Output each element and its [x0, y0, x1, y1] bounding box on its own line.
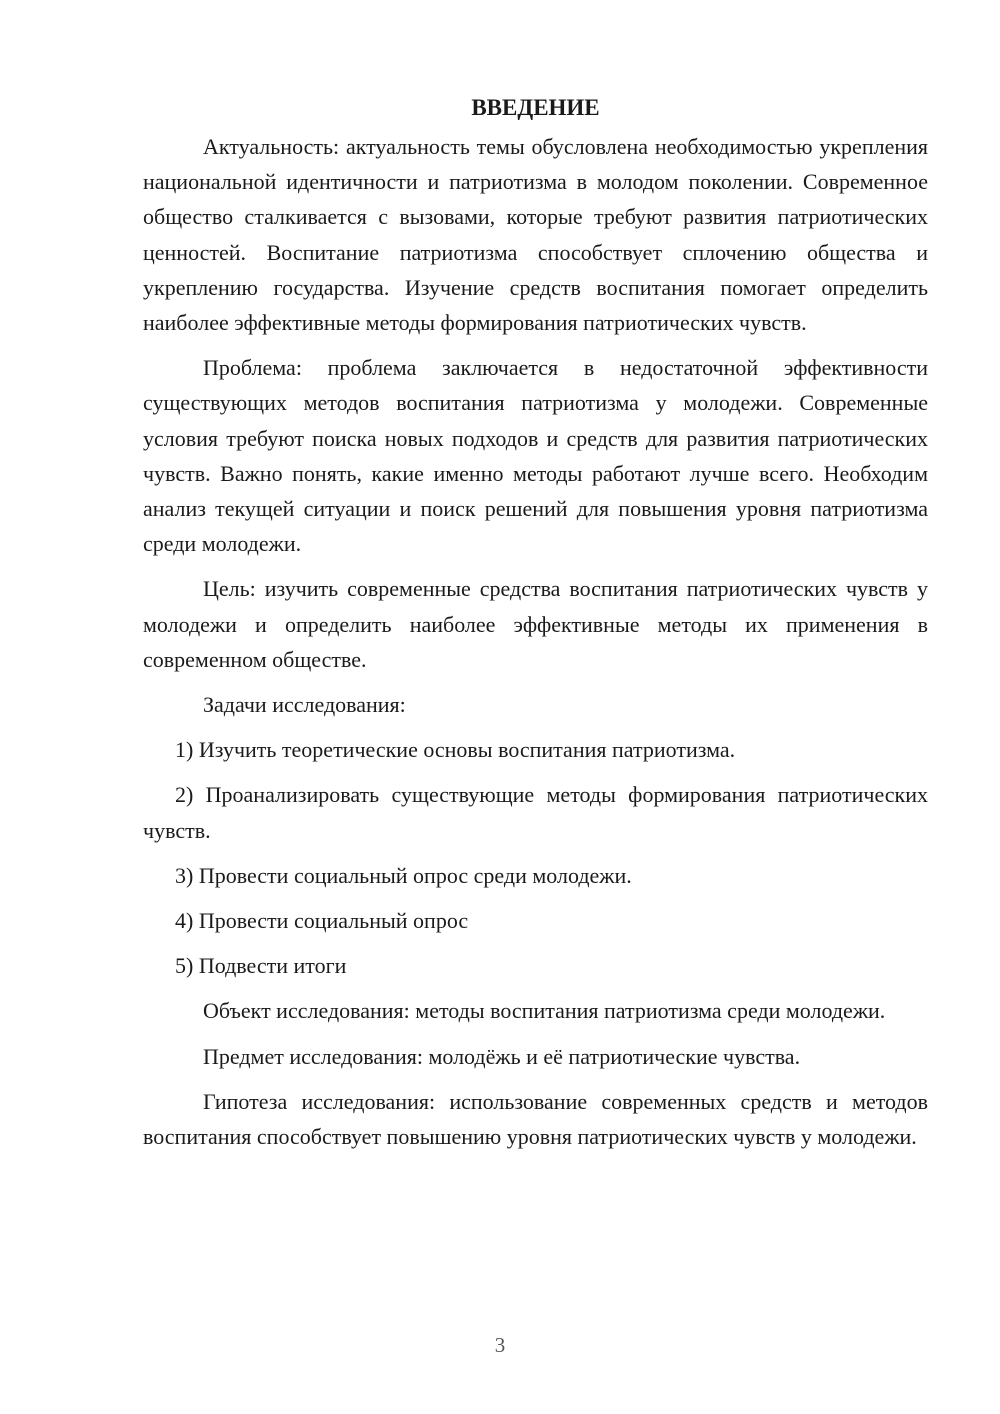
- task-item-3: 3) Провести социальный опрос среди молодежи.: [175, 862, 632, 888]
- paragraph-goal: Цель: изучить современные средства воспитания патриотических чувств у молодежи и определить наиболее эффективные методы их применения в современном обществе.: [143, 576, 928, 672]
- section-title: ВВЕДЕНИЕ: [471, 95, 600, 120]
- page-number: 3: [494, 1333, 506, 1357]
- paragraph-tasks-heading: Задачи исследования:: [203, 692, 406, 718]
- paragraph-subject: Предмет исследования: молодёжь и её патриотические чувства.: [203, 1043, 801, 1069]
- task-item-2: 2) Проанализировать существующие методы формирования патриотических чувств.: [143, 782, 928, 843]
- task-item-5: 5) Подвести итоги: [175, 953, 347, 979]
- paragraph-problem: Проблема: проблема заключается в недостаточной эффективности существующих методов воспитания патриотизма у молодежи. Современные условия требуют поиска новых подходов и средств для развития патриотических чувств. Важно понять, какие именно методы работают лучше всего. Необходим анализ текущей ситуации и поиск решений для повышения уровня патриотизма среди молодежи.: [143, 355, 928, 557]
- paragraph-relevance: Актуальность: актуальность темы обусловлена необходимостью укрепления национальной идентичности и патриотизма в молодом поколении. Современное общество сталкивается с вызовами, которые требуют развития патриотических ценностей. Воспитание патриотизма способствует сплочению общества и укреплению государства. Изучение средств воспитания помогает определить наиболее эффективные методы формирования патриотических чувств.: [143, 134, 928, 336]
- paragraph-hypothesis: Гипотеза исследования: использование современных средств и методов воспитания способствует повышению уровня патриотических чувств у молодежи.: [143, 1088, 928, 1150]
- task-item-4: 4) Провести социальный опрос: [175, 908, 469, 934]
- document-page: [143, 90, 928, 1154]
- paragraph-object: Объект исследования: методы воспитания патриотизма среди молодежи.: [203, 998, 886, 1024]
- task-item-1: 1) Изучить теоретические основы воспитания патриотизма.: [175, 737, 736, 763]
